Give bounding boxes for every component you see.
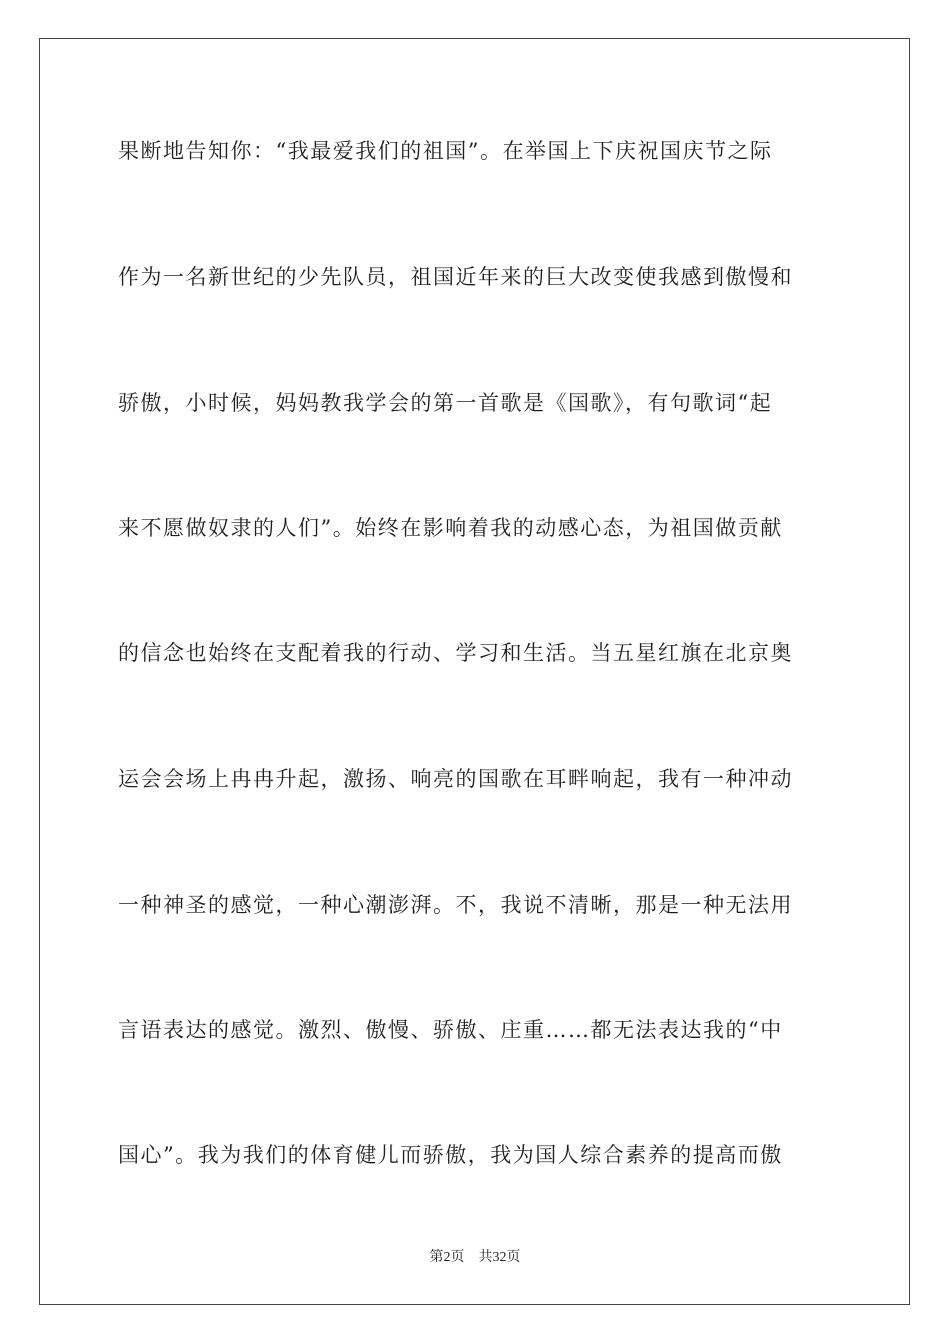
text-line: 骄傲，小时候，妈妈教我学会的第一首歌是《国歌》，有句歌词“起	[118, 391, 773, 415]
text-line: 果断地告知你：“我最爱我们的祖国”。在举国上下庆祝国庆节之际	[118, 139, 773, 163]
page-footer	[0, 1246, 950, 1266]
text-line: 一种神圣的感觉，一种心潮澎湃。不，我说不清晰，那是一种无法用	[118, 893, 793, 917]
text-line: 的信念也始终在支配着我的行动、学习和生活。当五星红旗在北京奥	[118, 641, 793, 665]
text-line: 作为一名新世纪的少先队员，祖国近年来的巨大改变使我感到傲慢和	[118, 265, 793, 289]
page-number: 第2页	[429, 1250, 465, 1265]
page-frame	[39, 38, 910, 1305]
text-line: 国心”。我为我们的体育健儿而骄傲，我为国人综合素养的提高而傲	[118, 1143, 783, 1167]
text-line: 运会会场上冉冉升起，激扬、响亮的国歌在耳畔响起，我有一种冲动	[118, 767, 793, 791]
total-pages: 共32页	[478, 1250, 521, 1265]
text-line: 来不愿做奴隶的人们”。始终在影响着我的动感心态，为祖国做贡献	[118, 516, 783, 540]
text-line: 言语表达的感觉。激烈、傲慢、骄傲、庄重……都无法表达我的“中	[118, 1018, 783, 1042]
